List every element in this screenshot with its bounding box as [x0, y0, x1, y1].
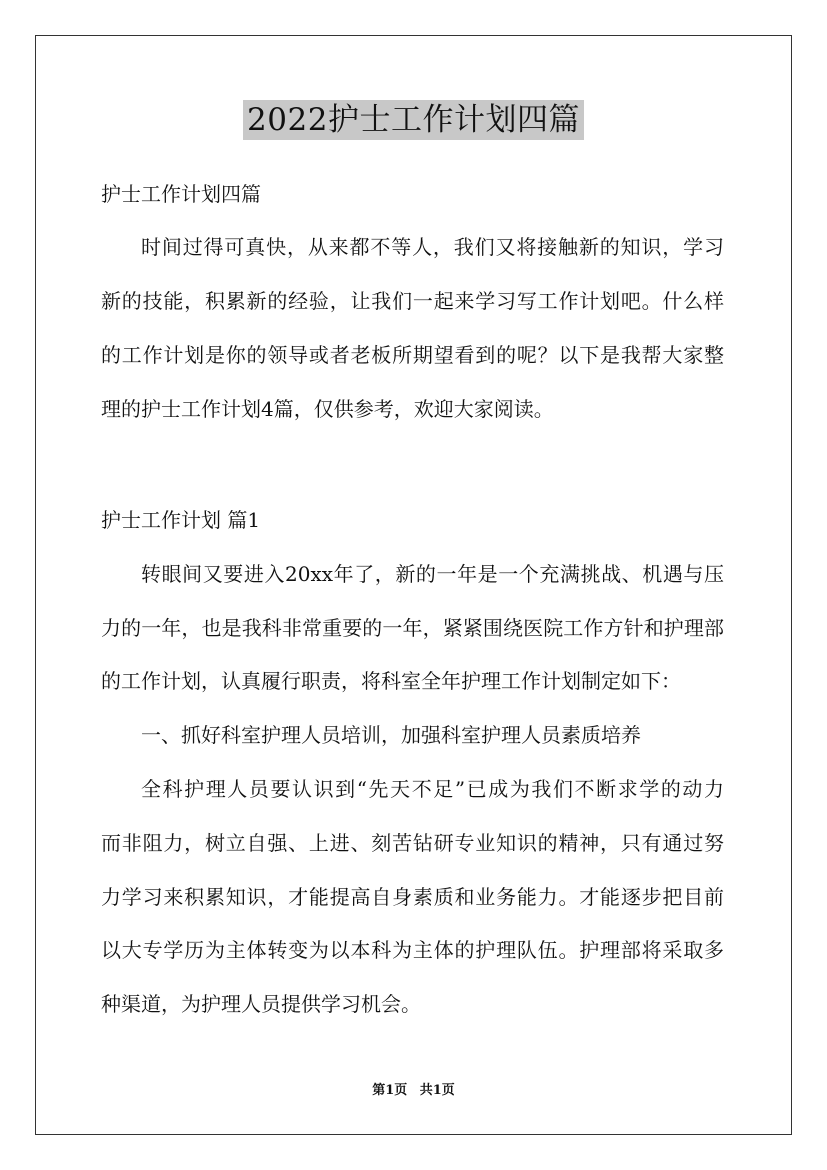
- paragraph-line: 以大专学历为主体转变为以本科为主体的护理队伍。护理部将采取多: [101, 938, 724, 962]
- page-footer: [0, 1083, 827, 1099]
- paragraph-line: 力学习来积累知识，才能提高自身素质和业务能力。才能逐步把目前: [101, 885, 724, 909]
- paragraph-line: 力的一年，也是我科非常重要的一年，紧紧围绕医院工作方针和护理部: [101, 616, 724, 640]
- paragraph-line: 转眼间又要进入20xx年了，新的一年是一个充满挑战、机遇与压: [141, 562, 724, 586]
- subheading: 一、抓好科室护理人员培训，加强科室护理人员素质培养: [141, 723, 641, 747]
- document-title: 2022护士工作计划四篇: [243, 100, 584, 140]
- paragraph-line: 的工作计划，认真履行职责，将科室全年护理工作计划制定如下：: [101, 669, 681, 693]
- page-total: 共1页: [419, 1083, 455, 1098]
- paragraph-line: 种渠道，为护理人员提供学习机会。: [101, 992, 421, 1016]
- intro-line: 时间过得可真快，从来都不等人，我们又将接触新的知识，学习: [141, 235, 724, 259]
- intro-line: 的工作计划是你的领导或者老板所期望看到的呢？以下是我帮大家整: [101, 343, 724, 367]
- intro-line: 理的护士工作计划4篇，仅供参考，欢迎大家阅读。: [101, 397, 554, 421]
- section-heading: 护士工作计划 篇1: [101, 508, 261, 532]
- paragraph-line: 而非阻力，树立自强、上进、刻苦钻研专业知识的精神，只有通过努: [101, 831, 724, 855]
- title-block: [0, 100, 827, 140]
- intro-line: 新的技能，积累新的经验，让我们一起来学习写工作计划吧。什么样: [101, 289, 724, 313]
- paragraph-line: 全科护理人员要认识到“先天不足”已成为我们不断求学的动力: [141, 777, 724, 801]
- page-number: 第1页: [372, 1083, 408, 1098]
- document-heading: 护士工作计划四篇: [101, 182, 261, 206]
